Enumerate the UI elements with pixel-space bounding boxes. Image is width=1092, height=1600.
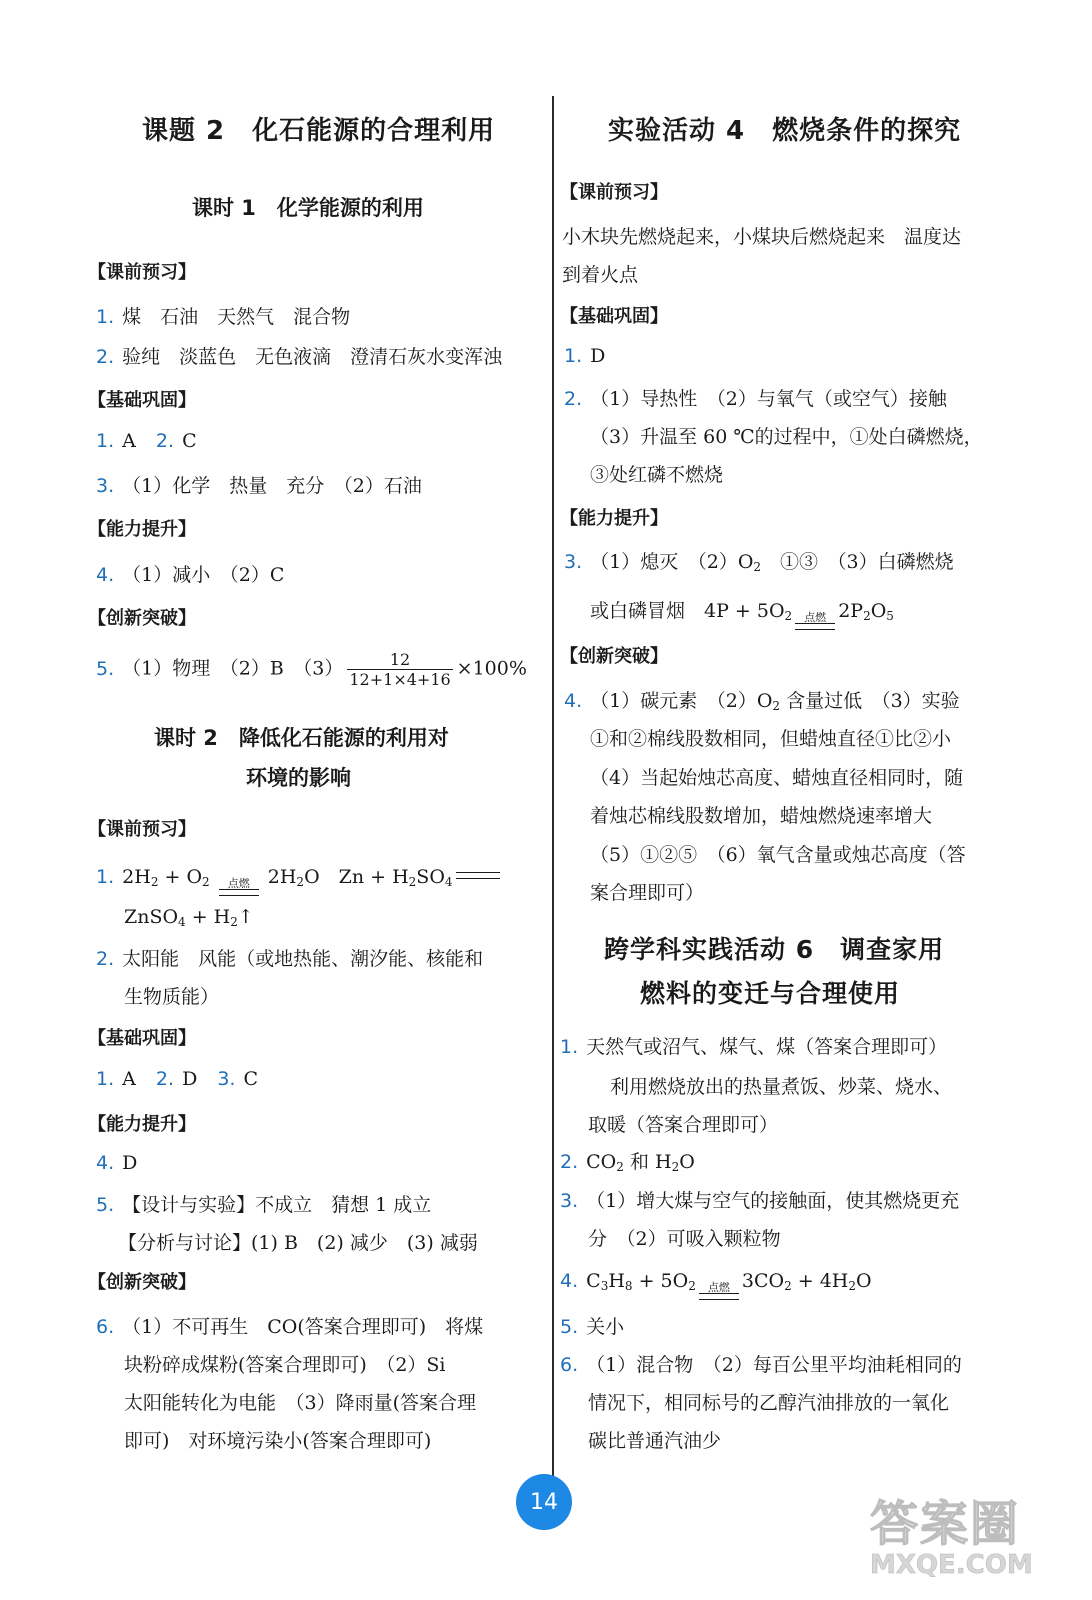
exp-ability-line2: 或白磷冒烟 $4P + 5O_2$ 点燃 $2P_2O_5$ bbox=[590, 596, 894, 630]
lesson1-basic-line1: 1. A 2. C bbox=[96, 430, 197, 452]
watermark-bottom: MXQE.COM bbox=[870, 1550, 1033, 1580]
practice-line3: 3. （1）增大煤与空气的接触面，使其燃烧更充 bbox=[560, 1190, 960, 1212]
lesson2-title-line2: 环境的影响 bbox=[246, 766, 351, 790]
lesson1-innovation-line1: 5. （1）物理 （2）B （3） $\frac{12}{12+1\times 4+16}$ ×100% bbox=[96, 650, 527, 689]
practice-line3b: 分 （2）可吸入颗粒物 bbox=[588, 1228, 781, 1250]
lesson1-basic-line2: 3. （1）化学 热量 充分 （2）石油 bbox=[96, 475, 422, 497]
lesson1-preview-line1: 1. 煤 石油 天然气 混合物 bbox=[96, 306, 351, 328]
lesson2-title-line1: 课时 2 降低化石能源的利用对 bbox=[154, 726, 449, 750]
practice-line1b: 利用燃烧放出的热量煮饭、炒菜、烧水、 bbox=[610, 1076, 953, 1098]
lesson1-innovation-heading: 【创新突破】 bbox=[88, 608, 196, 629]
page-number: 14 bbox=[516, 1474, 572, 1530]
exp-innovation-line5: （5）①②⑤ （6）氧气含量或烛芯高度（答 bbox=[590, 844, 966, 866]
exp-basic-heading: 【基础巩固】 bbox=[560, 306, 668, 327]
exp-basic-line2: 2. （1）导热性 （2）与氧气（或空气）接触 bbox=[564, 388, 947, 410]
lesson2-ability-line2-cont: 【分析与讨论】(1) B (2) 减少 (3) 减弱 bbox=[118, 1232, 478, 1254]
exp-innovation-heading: 【创新突破】 bbox=[560, 646, 668, 667]
practice-title-line1: 跨学科实践活动 6 调查家用 bbox=[604, 935, 945, 964]
watermark-top: 答案圈 bbox=[870, 1496, 1021, 1552]
reaction-condition: 点燃 bbox=[216, 870, 262, 896]
percent-fraction: $\frac{12}{12+1\times 4+16}$ bbox=[349, 650, 451, 689]
lesson2-innovation-line1: 6. （1）不可再生 CO(答案合理即可) 将煤 bbox=[96, 1316, 484, 1338]
reaction-condition: 点燃 bbox=[792, 604, 838, 630]
exp-preview-heading: 【课前预习】 bbox=[560, 182, 668, 203]
lesson1-preview-heading: 【课前预习】 bbox=[88, 262, 196, 283]
reaction-condition: 点燃 bbox=[696, 1274, 742, 1300]
practice-title-line2: 燃料的变迁与合理使用 bbox=[640, 979, 901, 1008]
experiment-title: 实验活动 4 燃烧条件的探究 bbox=[608, 116, 962, 146]
exp-preview-line2: 到着火点 bbox=[562, 264, 639, 286]
practice-line6: 6. （1）混合物 （2）每百公里平均油耗相同的 bbox=[560, 1354, 962, 1376]
lesson1-ability-line1: 4. （1）减小 （2）C bbox=[96, 564, 285, 586]
lesson2-preview-heading: 【课前预习】 bbox=[88, 819, 196, 840]
lesson1-ability-heading: 【能力提升】 bbox=[88, 519, 196, 540]
exp-innovation-line2: ①和②棉线股数相同，但蜡烛直径①比②小 bbox=[590, 728, 952, 750]
practice-line4: 4. $C_3H_8 + 5O_2$ 点燃 $3CO_2 + 4H_2O$ bbox=[560, 1270, 872, 1300]
practice-line2: 2. $CO_2$ 和 $H_2O$ bbox=[560, 1151, 695, 1174]
lesson2-ability-heading: 【能力提升】 bbox=[88, 1114, 196, 1135]
exp-preview-line1: 小木块先燃烧起来，小煤块后燃烧起来 温度达 bbox=[562, 226, 962, 248]
exp-basic-line1: 1. D bbox=[564, 345, 606, 367]
topic-title: 课题 2 化石能源的合理利用 bbox=[142, 116, 496, 146]
practice-line1: 1. 天然气或沼气、煤气、煤（答案合理即可） bbox=[560, 1036, 948, 1058]
practice-line6b: 情况下，相同标号的乙醇汽油排放的一氧化 bbox=[588, 1392, 950, 1414]
practice-line6c: 碳比普通汽油少 bbox=[588, 1430, 722, 1452]
exp-basic-line4: ③处红磷不燃烧 bbox=[590, 464, 724, 486]
equals-sign bbox=[456, 872, 500, 879]
exp-ability-line1: 3. （1）熄灭 $(2)O_2$ ①③ （3）白磷燃烧 bbox=[564, 551, 954, 574]
lesson1-title: 课时 1 化学能源的利用 bbox=[192, 196, 424, 220]
lesson2-innovation-line4: 即可) 对环境污染小(答案合理即可) bbox=[124, 1430, 432, 1452]
exp-innovation-line3: （4）当起始烛芯高度、蜡烛直径相同时，随 bbox=[590, 767, 964, 789]
lesson2-preview-line1: 1. $2H_2 + O_2$ 点燃 $2H_2O$ $Zn + H_2SO_4$ bbox=[96, 862, 503, 896]
exp-innovation-line1: 4. （1）碳元素 $(2)O_2$ 含量过低 （3）实验 bbox=[564, 690, 960, 713]
lesson2-innovation-line2: 块粉碎成煤粉(答案合理即可) （2）Si bbox=[124, 1354, 446, 1376]
lesson2-innovation-heading: 【创新突破】 bbox=[88, 1272, 196, 1293]
lesson2-basic-heading: 【基础巩固】 bbox=[88, 1028, 196, 1049]
lesson2-preview-line2: 2. 太阳能 风能（或地热能、潮汐能、核能和 bbox=[96, 948, 484, 970]
exp-innovation-line6: 案合理即可） bbox=[590, 882, 705, 904]
exp-innovation-line4: 着烛芯棉线股数增加，蜡烛燃烧速率增大 bbox=[590, 805, 933, 827]
lesson1-basic-heading: 【基础巩固】 bbox=[88, 390, 196, 411]
watermark-logo bbox=[870, 1485, 1070, 1595]
lesson2-preview-line2-cont: 生物质能） bbox=[124, 986, 220, 1008]
lesson2-ability-line2: 5. 【设计与实验】不成立 猜想 1 成立 bbox=[96, 1194, 432, 1216]
practice-line5: 5. 关小 bbox=[560, 1316, 625, 1338]
lesson1-preview-line2: 2. 验纯 淡蓝色 无色液滴 澄清石灰水变浑浊 bbox=[96, 346, 503, 368]
exp-basic-line3: （3）升温至 60 ℃的过程中，①处白磷燃烧， bbox=[590, 426, 983, 448]
exp-ability-heading: 【能力提升】 bbox=[560, 508, 668, 529]
practice-line1c: 取暖（答案合理即可） bbox=[588, 1114, 779, 1136]
column-divider bbox=[552, 96, 554, 1484]
lesson2-basic-line1: 1. A 2. D 3. C bbox=[96, 1068, 259, 1090]
lesson2-innovation-line3: 太阳能转化为电能 （3）降雨量(答案合理 bbox=[124, 1392, 477, 1414]
lesson2-ability-line1: 4. D bbox=[96, 1152, 138, 1174]
lesson2-preview-line1-cont: ZnSO$_4$ + $H_2↑$ bbox=[124, 906, 254, 929]
